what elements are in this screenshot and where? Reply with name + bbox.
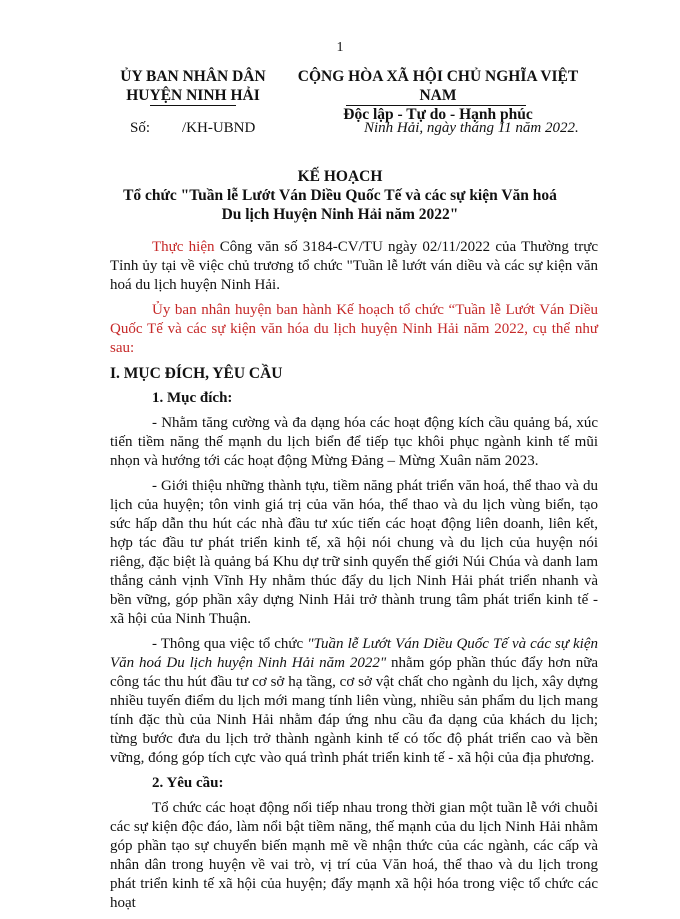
motto-underline — [346, 105, 526, 106]
document-date: Ninh Hải, ngày tháng 11 năm 2022. — [364, 120, 579, 136]
authority-line-2: HUYỆN NINH HẢI — [126, 87, 260, 104]
page-number: 1 — [336, 40, 344, 55]
document-body — [110, 238, 598, 919]
purpose-p3-rest: nhằm góp phần thúc đẩy hơn nữa công tác thu hút đầu tư cơ sở hạ tầng, cơ sở vật chất cho ngành du lịch, xây dựng nhiều tuyến điểm du lịch mới mang tính liên vùng, nhiều sản phẩm du lịch mang tính đặc thù của Ninh Hải nhằm đáp ứng nhu cầu đa dạng của khách du lịch; từng bước đưa du lịch trở thành ngành kinh tế có tốc độ phát triển cao và bền vững, đóng góp tích cực vào quá trình phát triển kinh tế - xã hội của địa phương. — [110, 655, 599, 766]
national-title — [278, 67, 598, 124]
intro-text: Công văn số 3184-CV/TU ngày 02/11/2022 của Thường trực Tỉnh ủy tại về việc chủ trương tổ chức "Tuần lễ lướt ván diều và các sự kiện văn hoá du lịch huyện Ninh Hải. — [110, 239, 598, 293]
requirement-heading: 2. Yêu cầu: — [152, 775, 224, 791]
section-heading: I. MỤC ĐÍCH, YÊU CẦU — [110, 365, 283, 382]
purpose-paragraph-3 — [110, 635, 598, 768]
nation-name: CỘNG HÒA XÃ HỘI CHỦ NGHĨA VIỆT NAM — [297, 68, 579, 104]
number-code: /KH-UBND — [182, 120, 256, 136]
intro-lead: Thực hiện — [152, 239, 215, 255]
intro-paragraph-2: Ủy ban nhân huyện ban hành Kế hoạch tổ chức “Tuần lễ Lướt Ván Diều Quốc Tế và các sự kiện văn hóa du lịch huyện Ninh Hải năm 2022, cụ thể như sau: — [110, 302, 598, 356]
number-label: Số: — [130, 120, 151, 136]
document-type: KẾ HOẠCH — [297, 168, 383, 185]
purpose-paragraph-2: - Giới thiệu những thành tựu, tiềm năng phát triển văn hoá, thể thao và du lịch của huyện; tôn vinh giá trị của văn hóa, thể thao và du lịch vùng biển, tạo sức hấp dẫn thu hút các nhà đầu tư xúc tiến các hoạt động liên doanh, liên kết, hợp tác đầu tư phát triển kinh tế, xã hội nói chung và du lịch của huyện nói riêng, đặc biệt là quảng bá Khu dự trữ sinh quyển thế giới Núi Chúa và danh lam thắng cảnh vịnh Vĩnh Hy nhằm thúc đẩy du lịch Ninh Hải phát triển nhanh và bền vững, góp phần xây dựng Ninh Hải trở thành trung tâm phát triển kinh tế - xã hội của Ninh Thuận. — [110, 478, 598, 627]
intro-paragraph-1 — [110, 238, 598, 295]
event-name-italic: "Tuần lễ Lướt Ván Diều Quốc Tế và các sự kiện Văn hoá Du lịch huyện Ninh Hải năm 2022" — [110, 636, 599, 671]
requirement-paragraph-1: Tổ chức các hoạt động nối tiếp nhau trong thời gian một tuần lễ với chuỗi các sự kiện độc đáo, làm nổi bật tiềm năng, thế mạnh của du lịch Ninh Hải nhằm góp phần tạo sự chuyển biến mạnh mẽ về nhận thức của các ngành, các cấp và nhân dân trong huyện về vai trò, vị trí của Văn hoá, thể thao và du lịch trong phát triển kinh tế xã hội của huyện; đẩy mạnh xã hội hóa trong việc tổ chức các hoạt — [110, 800, 598, 911]
nation-motto: Độc lập - Tự do - Hạnh phúc — [343, 106, 533, 123]
document-title: Tổ chức "Tuần lễ Lướt Ván Diều Quốc Tế và các sự kiện Văn hoá Du lịch Huyện Ninh Hải năm 2022" — [123, 187, 557, 223]
purpose-heading: 1. Mục đích: — [152, 390, 233, 406]
purpose-paragraph-1: - Nhằm tăng cường và đa dạng hóa các hoạt động kích cầu quảng bá, xúc tiến tiềm năng thế mạnh du lịch biển để tiếp tục khôi phục ngành kinh tế mũi nhọn và hướng tới các hoạt động Mừng Đảng – Mừng Xuân năm 2023. — [110, 415, 598, 469]
purpose-p3-lead: - Thông qua việc tổ chức — [152, 636, 308, 652]
authority-underline — [150, 105, 236, 106]
issuing-authority — [108, 67, 278, 105]
authority-line-1: ỦY BAN NHÂN DÂN — [120, 68, 266, 85]
document-number — [130, 120, 255, 137]
